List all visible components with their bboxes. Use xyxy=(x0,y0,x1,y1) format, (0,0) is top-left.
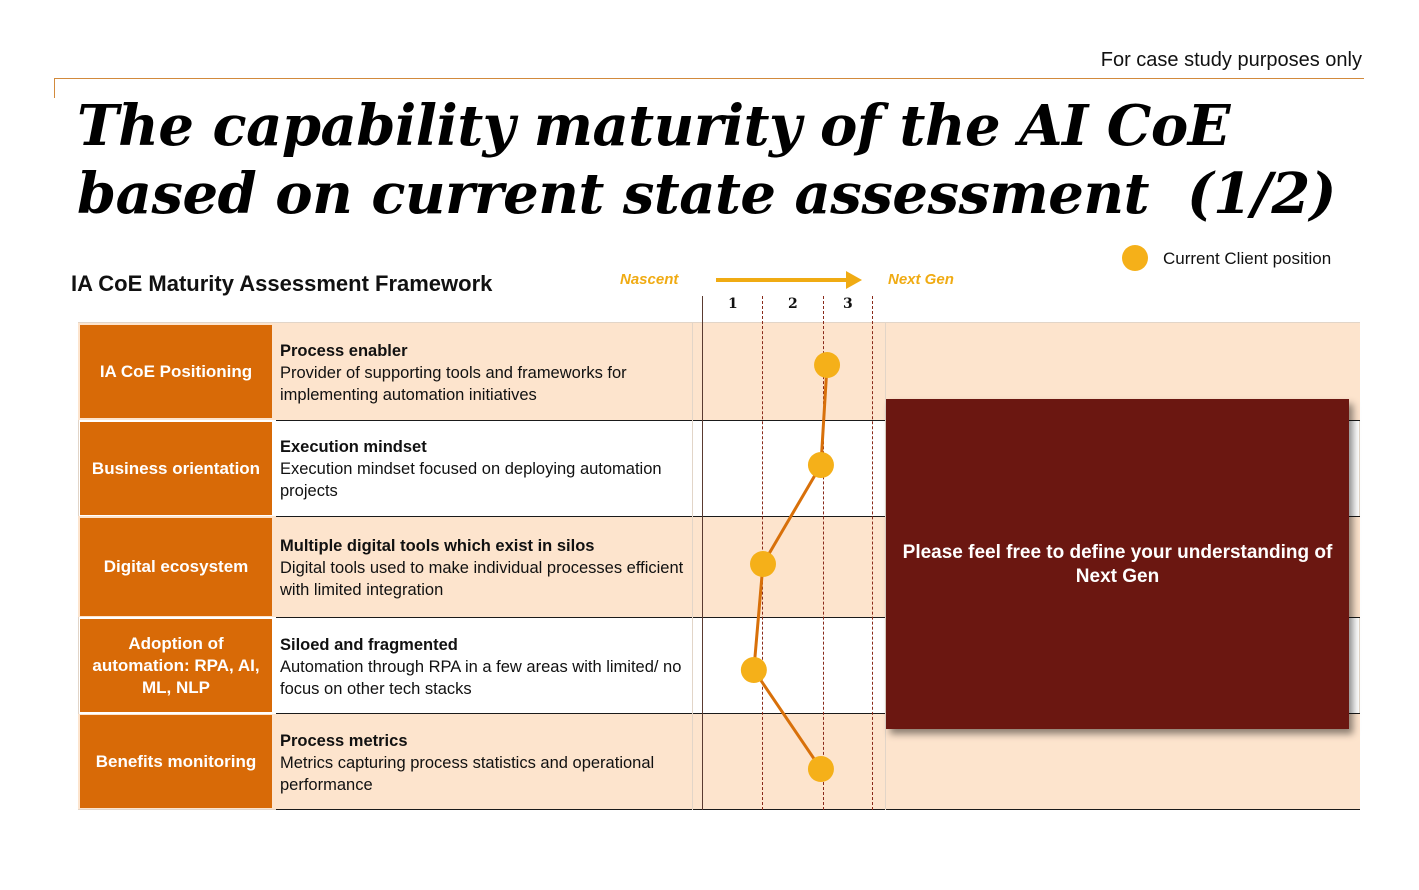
grid-line-start xyxy=(702,296,703,810)
dimension-description xyxy=(280,535,690,601)
header-divider xyxy=(54,78,1364,79)
description-heading: Process metrics xyxy=(280,732,408,750)
description-heading: Siloed and fragmented xyxy=(280,636,458,654)
dimension-label: Business orientation xyxy=(80,422,272,515)
description-heading: Process enabler xyxy=(280,342,408,360)
scale-arrow-shaft xyxy=(716,278,848,282)
description-heading: Multiple digital tools which exist in silos xyxy=(280,537,595,555)
legend-label: Current Client position xyxy=(1163,249,1332,268)
header-divider-tick xyxy=(54,78,55,98)
description-body: Execution mindset focused on deploying automation projects xyxy=(280,460,662,500)
description-body: Provider of supporting tools and frameworks for implementing automation initiatives xyxy=(280,364,627,404)
level-1-label: 1 xyxy=(728,296,738,312)
grid-line-level xyxy=(823,296,824,810)
description-body: Automation through RPA in a few areas with limited/ no focus on other tech stacks xyxy=(280,658,682,698)
dimension-description xyxy=(280,634,690,700)
description-body: Metrics capturing process statistics and operational performance xyxy=(280,754,655,794)
dimension-description xyxy=(280,730,690,796)
disclaimer-text: For case study purposes only xyxy=(1100,49,1362,71)
description-heading: Execution mindset xyxy=(280,438,427,456)
grid-line-level xyxy=(872,296,873,810)
dimension-label: Benefits monitoring xyxy=(80,715,272,808)
slide-title: The capability maturity of the AI CoE based on current state assessment (1/2) xyxy=(77,93,1336,227)
next-gen-callout xyxy=(886,399,1349,729)
dimension-description xyxy=(280,340,690,406)
scale-arrow-icon xyxy=(846,271,862,289)
dimension-label: Adoption of automation: RPA, AI, ML, NLP xyxy=(80,619,272,712)
level-2-label: 2 xyxy=(788,296,798,312)
dimension-label: Digital ecosystem xyxy=(80,518,272,616)
next-gen-callout-text: Please feel free to define your understanding of Next Gen xyxy=(902,542,1333,587)
framework-title: IA CoE Maturity Assessment Framework xyxy=(71,271,493,296)
scale-end-label: Next Gen xyxy=(888,271,954,288)
row-divider xyxy=(276,809,1360,810)
grid-line-level xyxy=(762,296,763,810)
grid-line xyxy=(692,322,693,810)
description-body: Digital tools used to make individual processes efficient with limited integration xyxy=(280,559,684,599)
level-3-label: 3 xyxy=(843,296,853,312)
scale-start-label: Nascent xyxy=(620,271,679,288)
dimension-description xyxy=(280,436,690,502)
legend-position-marker xyxy=(1122,245,1148,271)
dimension-label: IA CoE Positioning xyxy=(80,325,272,418)
